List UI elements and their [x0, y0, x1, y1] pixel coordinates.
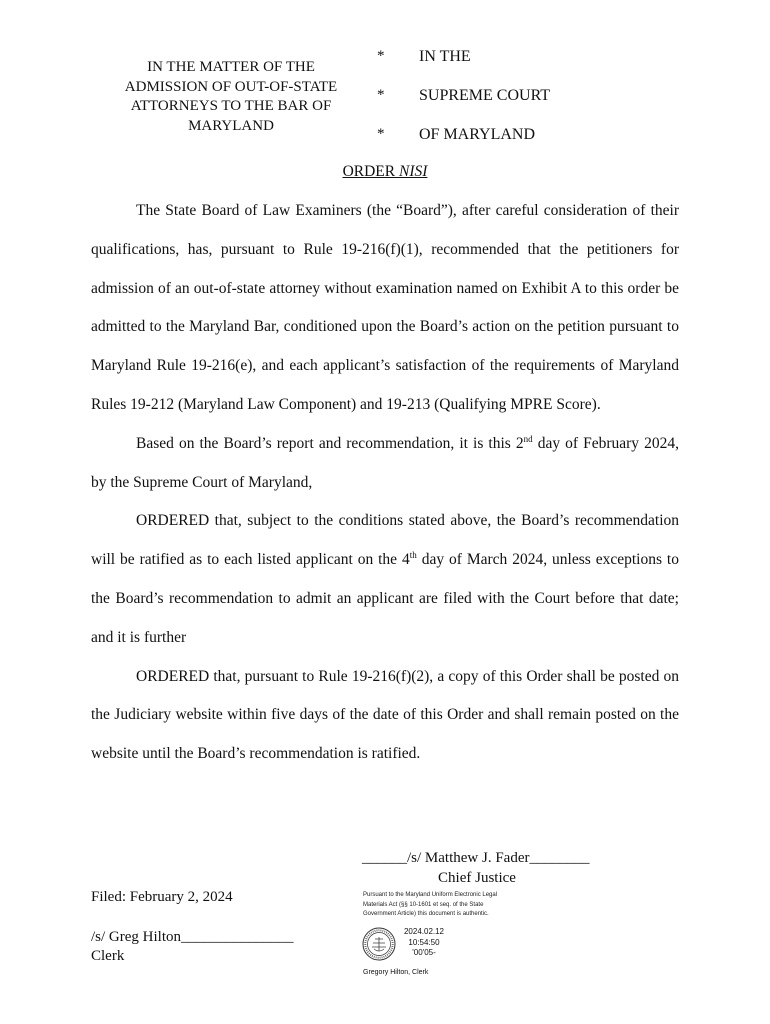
authentication-timestamp — [402, 927, 446, 959]
court-line: IN THE — [419, 48, 471, 65]
caption-line: ATTORNEYS TO THE BAR OF — [130, 98, 332, 114]
chief-justice-title: Chief Justice — [438, 870, 516, 886]
paragraph-ordered-posted: ORDERED that, pursuant to Rule 19-216(f)(2), a copy of this Order shall be posted on the Judiciary website within five days of the date of this Order and shall remain posted on the website until the Board’s recommendation is ratified. — [91, 667, 679, 763]
authentication-name: Gregory Hilton, Clerk — [363, 969, 429, 976]
court-line: SUPREME COURT — [419, 87, 551, 104]
timestamp-line: 2024.02.12 — [403, 927, 445, 936]
order-title-prefix: ORDER — [342, 163, 399, 180]
timestamp-line: 10:54:50 — [408, 937, 440, 947]
paragraph-date-text: day of February 2024, by the Supreme Court of Maryland, — [91, 434, 679, 491]
timestamp-line: '00'05- — [412, 948, 436, 957]
paragraph-date — [91, 425, 679, 503]
paragraph-date-text: Based on the Board’s report and recommendation, it is this 2 — [136, 434, 524, 452]
order-body — [91, 192, 679, 774]
authentication-notice: Pursuant to the Maryland Uniform Electronic Legal Materials Act (§§ 10-1601 et seq. of the State Government Article) this document is authentic. — [363, 892, 498, 917]
ordinal-suffix: nd — [523, 433, 533, 444]
matter-caption — [100, 58, 362, 136]
order-title — [0, 163, 770, 181]
court-seal-icon — [362, 927, 396, 961]
clerk-signature: /s/ Greg Hilton_______________ — [91, 929, 294, 945]
caption-line: ADMISSION OF OUT-OF-STATE — [124, 78, 338, 95]
court-line: OF MARYLAND — [419, 126, 536, 143]
paragraph-recommendation: The State Board of Law Examiners (the “Board”), after careful consideration of their qualifications, has, pursuant to Rule 19-216(f)(1), recommended that the petitioners for admission of an out-of-state attorney without examination named on Exhibit A to this order be admitted to the Maryland Bar, conditioned upon the Board’s action on the petition pursuant to Maryland Rule 19-216(e), and each applicant’s satisfaction of the requirements of Maryland Rules 19-212 (Maryland Law Component) and 19-213 (Qualifying MPRE Score). — [91, 202, 679, 413]
paragraph-ordered-ratified — [91, 502, 679, 657]
paragraph-ordered-text: day of March 2024, unless exceptions to the Board’s recommendation to admit an applicant are filed with the Court before that date; and it is further — [91, 551, 679, 646]
caption-star: * — [377, 126, 385, 142]
caption-line: IN THE MATTER OF THE — [147, 59, 315, 75]
caption-star: * — [377, 87, 385, 103]
filed-date: Filed: February 2, 2024 — [91, 889, 233, 905]
caption-star: * — [377, 48, 385, 64]
caption-line: MARYLAND — [188, 117, 274, 134]
order-title-italic: NISI — [399, 163, 428, 180]
ordinal-suffix: th — [409, 550, 417, 561]
paragraph-ordered-text: ORDERED that, subject to the conditions stated above, the Board’s recommendation will be ratified as to each listed applicant on the 4 — [91, 512, 679, 569]
chief-justice-signature: ______/s/ Matthew J. Fader________ — [362, 850, 590, 866]
clerk-title: Clerk — [91, 948, 125, 964]
